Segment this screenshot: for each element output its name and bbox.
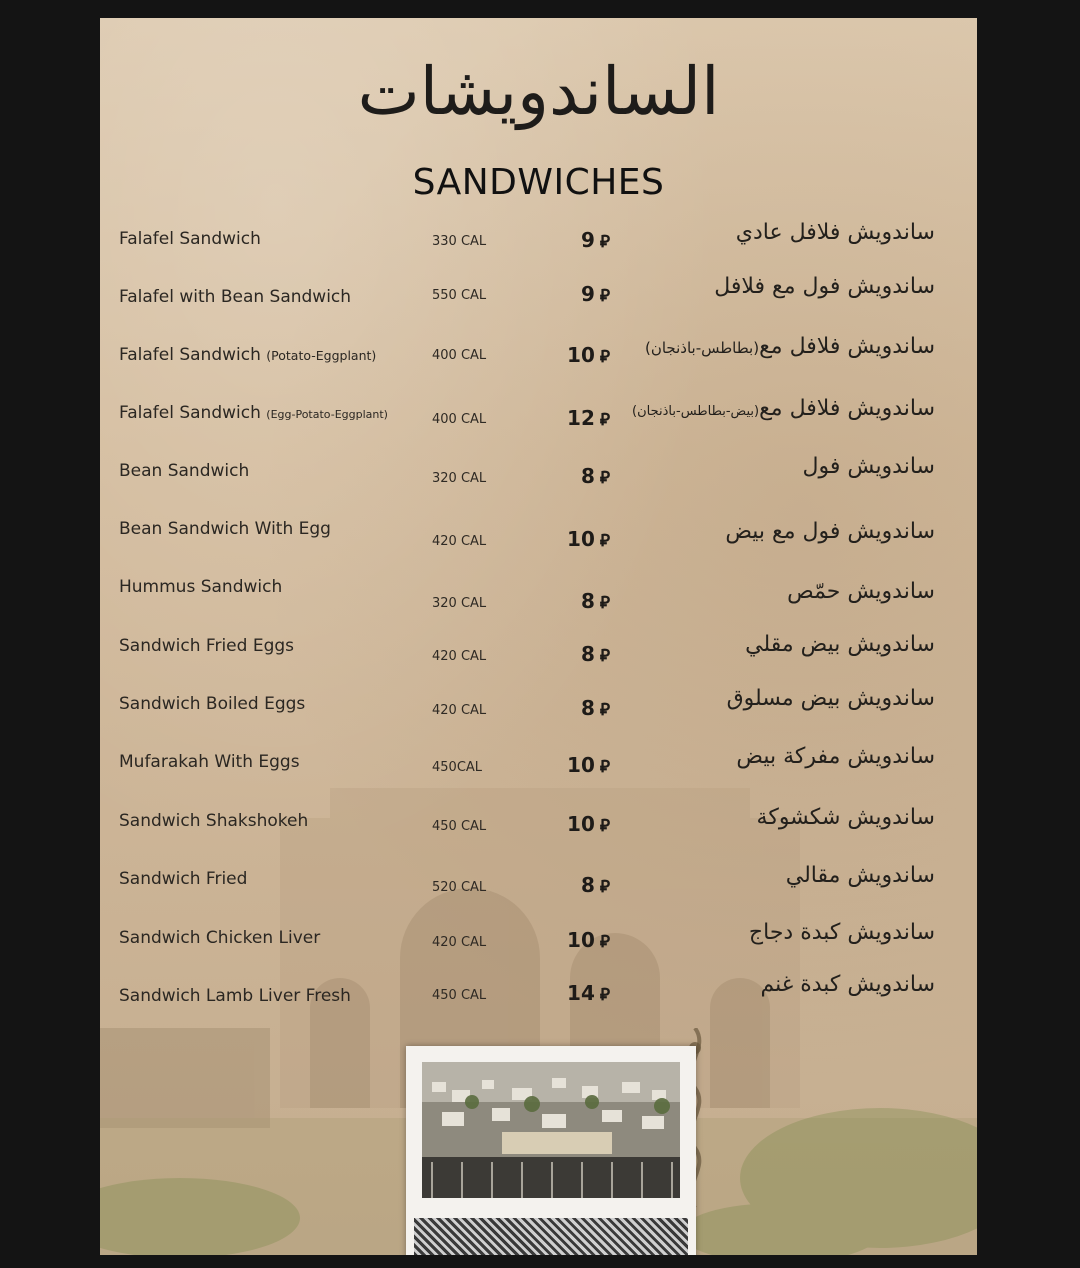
item-calories: 420 CAL [432,649,487,664]
item-name-ar: ساندويش مفركة بيض [736,744,935,769]
item-name-en: Sandwich Lamb Liver Fresh [119,986,351,1006]
item-name-en: Hummus Sandwich [119,577,283,597]
item-calories: 320 CAL [432,471,487,486]
menu-item [100,274,977,324]
item-name-en: Falafel Sandwich (Egg-Potato-Eggplant) [119,403,388,423]
item-calories: 400 CAL [432,348,487,363]
item-name-en: Falafel Sandwich (Potato-Eggplant) [119,345,377,365]
frame-base-pattern [414,1218,688,1255]
item-price: 8 ⃁ [580,464,610,488]
riyal-icon: ⃁ [599,985,610,1005]
item-price: 10 ⃁ [567,928,610,952]
item-name-en: Mufarakah With Eggs [119,752,300,772]
item-name-ar: ساندويش فول [802,454,935,479]
item-price: 10 ⃁ [567,812,610,836]
menu-item [100,517,977,557]
item-name-en: Bean Sandwich [119,461,250,481]
menu-item [100,454,977,499]
menu-item [100,920,977,966]
item-name-ar: ساندويش شكشوكة [756,805,935,830]
item-name-en: Bean Sandwich With Egg [119,519,331,539]
riyal-icon: ⃁ [599,410,610,430]
item-price: 10 ⃁ [567,527,610,551]
item-price: 14 ⃁ [567,981,610,1005]
item-name-en: Sandwich Chicken Liver [119,928,321,948]
item-calories: 550 CAL [432,288,487,303]
item-calories: 320 CAL [432,596,487,611]
menu-item [100,575,977,615]
item-name-ar: ساندويش فلافل مع(بيض-بطاطس-باذنجان) [632,396,935,421]
menu-item [100,396,977,440]
city-view-photo [422,1062,680,1198]
riyal-icon: ⃁ [599,232,610,252]
item-calories: 330 CAL [432,234,487,249]
title-english: SANDWICHES [412,162,665,203]
riyal-icon: ⃁ [599,700,610,720]
item-name-en: Falafel Sandwich [119,229,261,249]
menu-item [100,686,977,732]
item-calories: 420 CAL [432,703,487,718]
menu-item [100,220,977,266]
riyal-icon: ⃁ [599,593,610,613]
item-calories: 400 CAL [432,412,487,427]
menu-page [100,18,977,1255]
item-name-ar: ساندويش حمّص [787,579,935,604]
item-price: 12 ⃁ [567,406,610,430]
item-name-en: Sandwich Shakshokeh [119,811,309,831]
item-name-ar: ساندويش فول مع بيض [725,519,935,544]
item-name-en: Sandwich Fried [119,869,248,889]
item-price: 8 ⃁ [580,642,610,666]
item-name-ar: ساندويش بيض مقلي [745,632,935,657]
riyal-icon: ⃁ [599,877,610,897]
item-name-ar: ساندويش فلافل مع(بطاطس-باذنجان) [644,334,935,359]
item-name-ar: ساندويش فلافل عادي [735,220,935,245]
riyal-icon: ⃁ [599,347,610,367]
item-name-en: Sandwich Fried Eggs [119,636,295,656]
item-calories: 450 CAL [432,988,487,1003]
item-name-en: Falafel with Bean Sandwich [119,287,352,307]
menu-item [100,334,977,382]
item-name-ar: ساندويش كبدة دجاج [748,920,935,945]
item-price: 8 ⃁ [580,873,610,897]
item-name-en: Sandwich Boiled Eggs [119,694,306,714]
photo-frame [406,1046,696,1255]
item-price: 10 ⃁ [567,343,610,367]
item-price: 8 ⃁ [580,696,610,720]
riyal-icon: ⃁ [599,816,610,836]
menu-item [100,744,977,790]
item-name-ar: ساندويش بيض مسلوق [726,686,935,711]
menu-item [100,863,977,907]
item-price: 8 ⃁ [580,589,610,613]
riyal-icon: ⃁ [599,646,610,666]
item-name-ar: ساندويش مقالي [785,863,935,888]
item-name-ar: ساندويش كبدة غنم [760,972,935,997]
item-calories: 420 CAL [432,534,487,549]
title-arabic: الساندويشات [357,53,720,130]
riyal-icon: ⃁ [599,468,610,488]
item-calories: 520 CAL [432,880,487,895]
item-price: 10 ⃁ [567,753,610,777]
riyal-icon: ⃁ [599,932,610,952]
item-name-ar: ساندويش فول مع فلافل [714,274,935,299]
menu-item [100,634,977,674]
menu-item [100,805,977,849]
riyal-icon: ⃁ [599,757,610,777]
riyal-icon: ⃁ [599,286,610,306]
riyal-icon: ⃁ [599,531,610,551]
item-price: 9 ⃁ [580,282,610,306]
menu-item [100,972,977,1024]
item-calories: 420 CAL [432,935,487,950]
item-calories: 450CAL [432,760,483,775]
item-calories: 450 CAL [432,819,487,834]
item-price: 9 ⃁ [580,228,610,252]
